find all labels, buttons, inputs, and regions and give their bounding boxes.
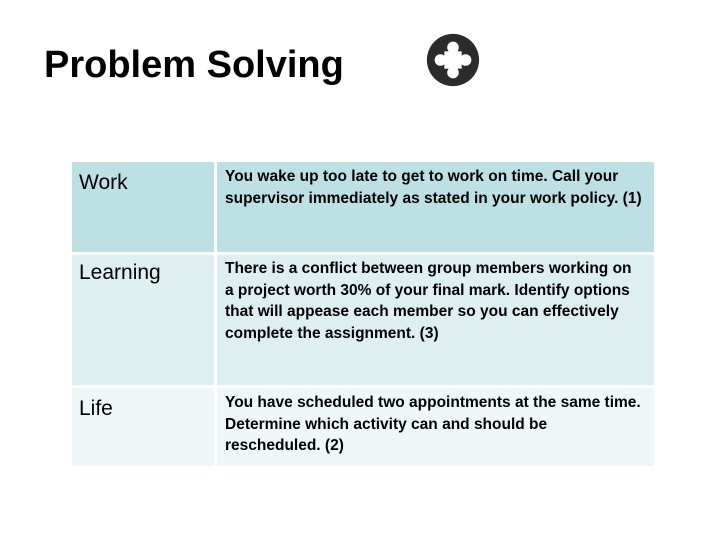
category-cell <box>72 387 216 467</box>
description-cell <box>216 162 655 254</box>
category-label: Life <box>79 397 113 420</box>
page-title: Problem Solving <box>44 44 344 86</box>
puzzle-piece-icon <box>424 31 482 89</box>
table-row <box>72 387 654 467</box>
description-text: You have scheduled two appointments at the same time. Determine which activity can and should be rescheduled. (2) <box>225 394 641 454</box>
table-row <box>72 162 654 254</box>
category-cell <box>72 254 216 387</box>
category-cell <box>72 162 216 254</box>
description-cell <box>216 387 655 467</box>
description-cell <box>216 254 655 387</box>
scenario-table-container <box>72 162 654 466</box>
scenario-table <box>72 162 654 466</box>
description-text: There is a conflict between group members working on a project worth 30% of your final mark. Identify options that will appease each member so you can effectively complete the assignment. (3) <box>225 260 632 342</box>
description-text: You wake up too late to get to work on time. Call your supervisor immediately as stated in your work policy. (1) <box>225 168 642 207</box>
category-label: Work <box>79 171 128 194</box>
category-label: Learning <box>79 261 161 284</box>
table-row <box>72 254 654 387</box>
